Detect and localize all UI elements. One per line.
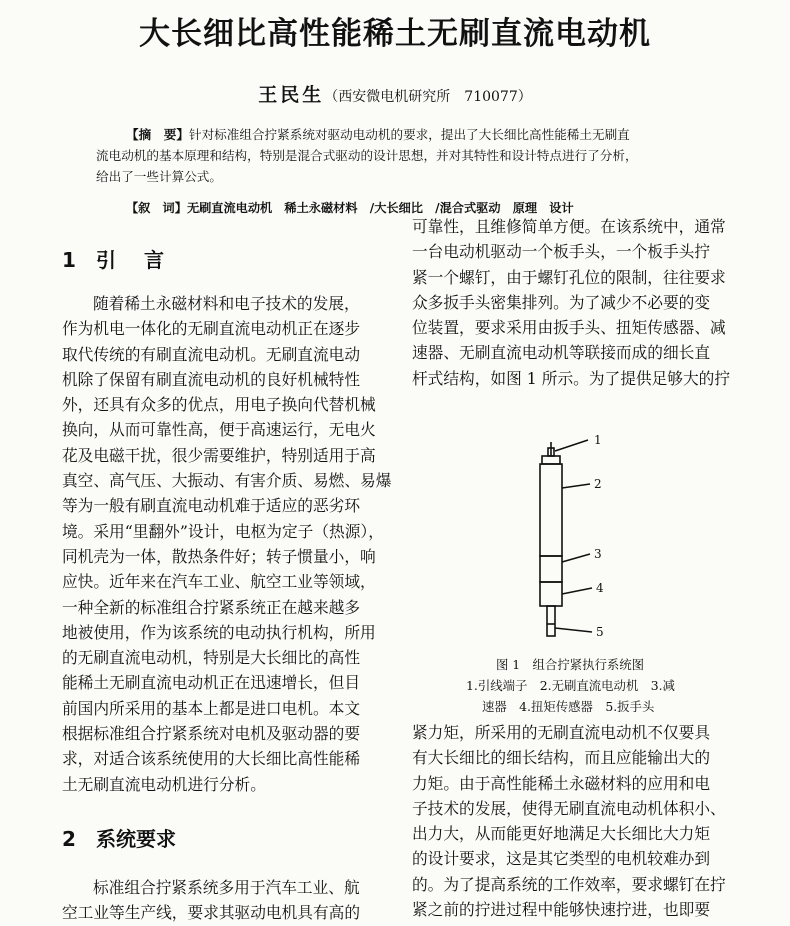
text-line: 的。为了提高系统的工作效率，要求螺钉在拧	[412, 874, 726, 894]
figure-caption-title: 图 1 组合拧紧执行系统图	[495, 657, 645, 672]
text-line: 外，还具有众多的优点，用电子换向代替机械	[62, 395, 376, 415]
text-line: 有大长细比的细长结构，而且应能输出大的	[412, 748, 711, 768]
text-line: 换向，从而可靠性高，便于高速运行，无电火	[62, 420, 376, 440]
abstract-label: 【摘 要】	[126, 127, 189, 142]
text-line: 花及电磁干扰，很少需要维护，特别适用于高	[62, 445, 376, 465]
section-title: 系统要求	[96, 827, 176, 851]
text-line: 机除了保留有刷直流电动机的良好机械特性	[62, 369, 361, 389]
system-paragraph	[62, 875, 392, 926]
leader-line-4	[562, 588, 592, 594]
author-affiliation: （西安微电机研究所 710077）	[324, 89, 532, 105]
torque-sensor-body	[540, 582, 562, 606]
text-line: 子技术的发展，使得无刷直流电动机体积小、	[412, 798, 726, 818]
section-title: 引 言	[96, 248, 168, 272]
text-line: 空工业等生产线，要求其驱动电机具有高的	[62, 903, 361, 923]
text-line: 作为机电一体化的无刷直流电动机正在逐步	[62, 319, 361, 339]
byline	[0, 80, 790, 107]
leader-line-2	[562, 484, 590, 488]
figure-caption	[420, 654, 720, 717]
wrench-head-body	[547, 606, 555, 636]
text-line: 可靠性，且维修简单方便。在该系统中，通常	[412, 217, 726, 236]
text-line: 取代传统的有刷直流电动机。无刷直流电动	[62, 344, 361, 364]
text-line: 应快。近年来在汽车工业、航空工业等领域，	[62, 572, 376, 592]
text-line: 杆式结构，如图 1 所示。为了提供足够大的拧	[412, 368, 731, 388]
abstract-line: 给出了一些计算公式。	[96, 169, 222, 184]
section-number: 1	[62, 248, 76, 272]
section-number: 2	[62, 827, 76, 851]
text-line: 境。采用“里翻外”设计，电枢为定子（热源），	[62, 521, 384, 541]
text-line: 能稀土无刷直流电动机正在迅速增长，但目	[62, 673, 361, 693]
keywords-label: 【叙 词】	[126, 201, 187, 215]
abstract-line: 流电动机的基本原理和结构，特别是混合式驱动的设计思想，并对其特性和设计特点进行了分析，	[96, 148, 638, 163]
text-line: 速器、无刷直流电动机等联接而成的细长直	[412, 343, 711, 363]
intro-paragraph	[62, 291, 392, 797]
text-line: 前国内所采用的基本上都是进口电机。本文	[62, 698, 361, 718]
leader-line-5	[555, 628, 592, 632]
text-line: 位装置，要求采用由扳手头、扭矩传感器、减	[412, 318, 726, 338]
right-top-paragraph	[412, 214, 742, 391]
text-line: 土无刷直流电动机进行分析。	[62, 774, 266, 794]
callout-5: 5	[596, 625, 604, 639]
leader-line-1	[555, 440, 588, 451]
right-bottom-paragraph	[412, 720, 742, 922]
text-line: 的设计要求，这是其它类型的电机较难办到	[412, 849, 711, 869]
text-line: 众多扳手头密集排列。为了减少不必要的变	[412, 292, 711, 312]
text-line: 根据标准组合拧紧系统对电机及驱动器的要	[62, 724, 361, 744]
callout-4: 4	[596, 581, 604, 595]
abstract-line	[96, 124, 701, 145]
paper-title: 大长细比高性能稀土无刷直流电动机	[139, 16, 651, 52]
text-line: 的无刷直流电动机，特别是大长细比的高性	[62, 648, 361, 668]
text-line: 紧之前的拧进过程中能够快速拧进，也即要	[412, 900, 711, 920]
callout-3: 3	[594, 547, 602, 561]
text-line: 随着稀土永磁材料和电子技术的发展，	[93, 294, 360, 313]
motor-body	[540, 464, 562, 556]
keywords-text: 无刷直流电动机 稀土永磁材料 /大长细比 /混合式驱动 原理 设计	[186, 201, 574, 215]
text-line: 求，对适合该系统使用的大长细比高性能稀	[62, 749, 361, 769]
text-line: 紧力矩，所采用的无刷直流电动机不仅要具	[412, 723, 711, 742]
motor-cap	[542, 456, 560, 464]
abstract	[96, 124, 701, 187]
text-line: 力矩。由于高性能稀土永磁材料的应用和电	[412, 773, 711, 793]
text-line: 一台电动机驱动一个板手头，一个板手头拧	[412, 242, 711, 262]
text-line: 地被使用，作为该系统的电动执行机构，所用	[62, 622, 376, 642]
text-line: 紧一个螺钉，由于螺钉孔位的限制，往往要求	[412, 267, 726, 287]
text-line: 标准组合拧紧系统多用于汽车工业、航	[93, 878, 360, 897]
section-heading-intro	[62, 244, 168, 273]
figure-caption-legend: 速器 4.扭矩传感器 5.扳手头	[482, 699, 655, 714]
text-line: 出力大，从而能更好地满足大长细比大力矩	[412, 824, 711, 844]
gearbox-body	[540, 556, 562, 582]
text-line: 真空、高气压、大振动、有害介质、易燃、易爆	[62, 471, 392, 491]
figure-caption-legend: 1.引线端子 2.无刷直流电动机 3.减	[466, 678, 675, 693]
leader-line-3	[562, 554, 590, 562]
actuator-diagram	[478, 432, 658, 650]
callout-2: 2	[594, 477, 602, 491]
figure-1	[478, 432, 658, 650]
author-name: 王民生	[258, 84, 325, 106]
abstract-text: 针对标准组合拧紧系统对驱动电动机的要求，提出了大长细比高性能稀土无刷直	[188, 127, 630, 142]
section-heading-system	[62, 823, 176, 852]
text-line: 同机壳为一体，散热条件好；转子惯量小，响	[62, 546, 376, 566]
callout-1: 1	[594, 433, 602, 447]
text-line: 等为一般有刷直流电动机难于适应的恶劣环	[62, 496, 361, 516]
text-line: 一种全新的标准组合拧紧系统正在越来越多	[62, 597, 361, 617]
